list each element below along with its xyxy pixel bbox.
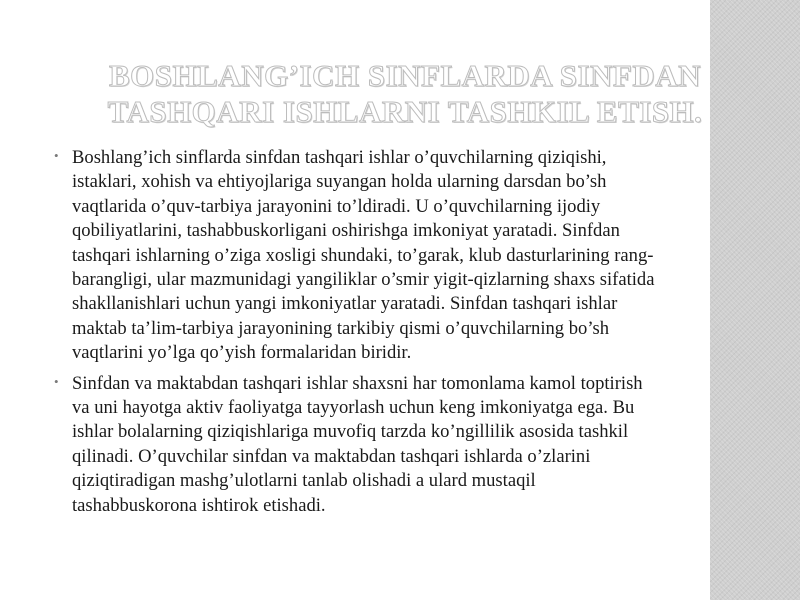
slide-title — [100, 58, 710, 130]
bullet-dot-icon: • — [54, 373, 59, 389]
slide-title-line-1: BOSHLANG’ICH SINFLARDA SINFDAN — [108, 58, 702, 93]
bullet-list — [52, 146, 662, 524]
bullet-dot-icon: • — [54, 148, 59, 163]
slide-title-line-2: TASHQARI ISHLARNI TASHKIL ETISH. — [107, 94, 703, 129]
bullet-text: Sinfdan va maktabdan tashqari ishlar shaxsni har tomonlama kamol toptirish va uni hayotga aktiv faoliyatga tayyorlash uchun keng imkoniyatga ega. Bu ishlar bolalarning qiziqishlariga muvofiq tarzda ko’ngillilik asosida tashkil qilinadi. O’quvchilar sinfdan va maktabdan tashqari ishlarda o’zlarini qiziqtiradigan mashg’ulotlarni tanlab olishadi a ulard mustaqil tashabbuskorona ishtirok etishadi. — [72, 372, 643, 516]
bullet-item — [52, 146, 662, 366]
decorative-side-panel — [710, 0, 800, 600]
bullet-text: Boshlang’ich sinflarda sinfdan tashqari ishlar o’quvchilarning qiziqishi, istaklari, xohish va ehtiyojlariga suyangan holda ularning darsdan bo’sh vaqtlarida o’quv-tarbiya jarayonini to’ldiradi. U o’quvchilarning ijodiy qobiliyatlarini, tashabbuskorligani oshirishga imkoniyat yaratadi. Sinfdan tashqari ishlarning o’ziga xosligi shundaki, to’garak, klub dasturlarining rang-barangligi, ular mazmunidagi yangiliklar o’smir yigit-qizlarning shaxs sifatida shakllanishlari uchun yangi imkoniyatlar yaratadi. Sinfdan tashqari ishlar maktab ta’lim-tarbiya jarayonining tarkibiy qismi o’quvchilarning bo’sh vaqtlarini yo’lga qo’yish formalaridan biridir. — [72, 147, 655, 364]
bullet-item — [52, 372, 662, 518]
